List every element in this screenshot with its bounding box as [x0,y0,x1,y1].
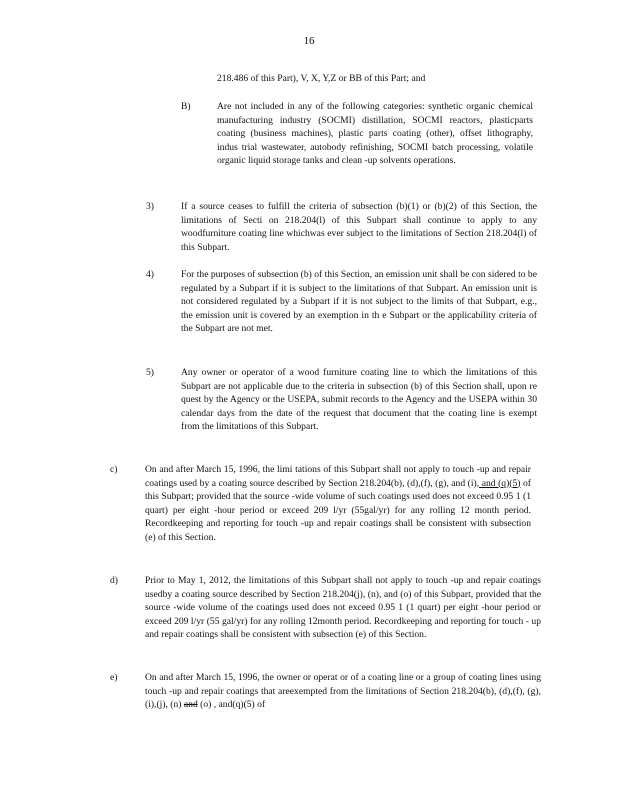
page-number: 16 [303,35,315,47]
item-3-label: 3) [146,201,154,212]
item-e-text-part-1: On and after March 15, 1996, the owner or operat or of a coating line or a group of coating lines using touch -up and repair coatings that areexempted from the limitations of Section 218.204(b), (d),(f), (g), (i),(j), (n) [145,672,541,710]
item-d-text: Prior to May 1, 2012, the limitations of this Subpart shall not apply to touch -up and repair coatings usedby a coating source described by Section 218.204(j), (n), and (o) of this Subpart, provided that the source -wide volume of the coatings used does not exceed 0.95 1 (1 quart) per eight -hour period or exceed 209 l/yr (55 gal/yr) for any rolling 12month period. Recordkeeping and reporting for touch - up and repair coatings shall be consistent with subsection (e) of this Section. [145,575,541,640]
item-e-text-part-2: (o) , and(q)(5) of [197,699,266,710]
item-c-inserted-text: , and (q)(5) [476,477,521,489]
item-c-text [145,463,531,544]
item-b-text: Are not included in any of the following categories: synthetic organic chemical manufacturing industry (SOCMI) distillation, SOCMI reactors, plasticparts coating (business machines), plastic parts coating (other), offset lithography, indus trial wastewater, autobody refinishing, SOCMI batch processing, volatile organic liquid storage tanks and clean -up solvents operations. [217,101,533,166]
item-e-text [145,671,541,712]
item-e-deleted-text: and [183,699,198,710]
continuation-text: 218.486 of this Part), V, X, Y,Z or BB of this Part; and [217,73,426,84]
item-b-label: B) [181,101,191,112]
item-c-text-part-2: of this Subpart; provided that the source -wide volume of such coatings used does not exceed 0.95 1 (1 quart) per eight -hour period or exceed 209 l/yr (55gal/yr) for any rolling 12 month period. Recordkeeping and reporting for touch -up and repair coatings shall be consistent with subsection (e) of this Section. [145,477,532,543]
item-3-text: If a source ceases to fulfill the criteria of subsection (b)(1) or (b)(2) of this Section, the limitations of Secti on 218.204(l) of this Subpart shall continue to apply to any woodfurniture coating line whichwas ever subject to the limitations of Section 218.204(l) of this Subpart. [181,201,537,253]
item-5-text: Any owner or operator of a wood furniture coating line to which the limitations of this Subpart are not applicable due to the criteria in subsection (b) of this Section shall, upon re quest by the Agency or the USEPA, submit records to the Agency and the USEPA within 30 calendar days from the date of the request that document that the coating line is exempt from the limitations of this Subpart. [181,367,537,432]
item-c-label: c) [110,464,118,475]
item-d-label: d) [110,575,118,586]
item-e-label: e) [110,672,118,683]
item-c-text-part-1: On and after March 15, 1996, the limi tations of this Subpart shall not apply to touch -up and repair coatings used by a coating source described by Section 218.204(b), (d),(f), (g), and (i) [145,464,531,489]
item-4-text: For the purposes of subsection (b) of this Section, an emission unit shall be con sidered to be regulated by a Subpart if it is subject to the limitations of that Subpart. An emission unit is not considered regulated by a Subpart if it is not subject to the limits of that Subpart, e.g., the emission unit is covered by an exemption in th e Subpart or the applicability criteria of the Subpart are not met. [181,269,537,334]
item-5-label: 5) [146,367,154,378]
item-4-label: 4) [146,269,154,280]
